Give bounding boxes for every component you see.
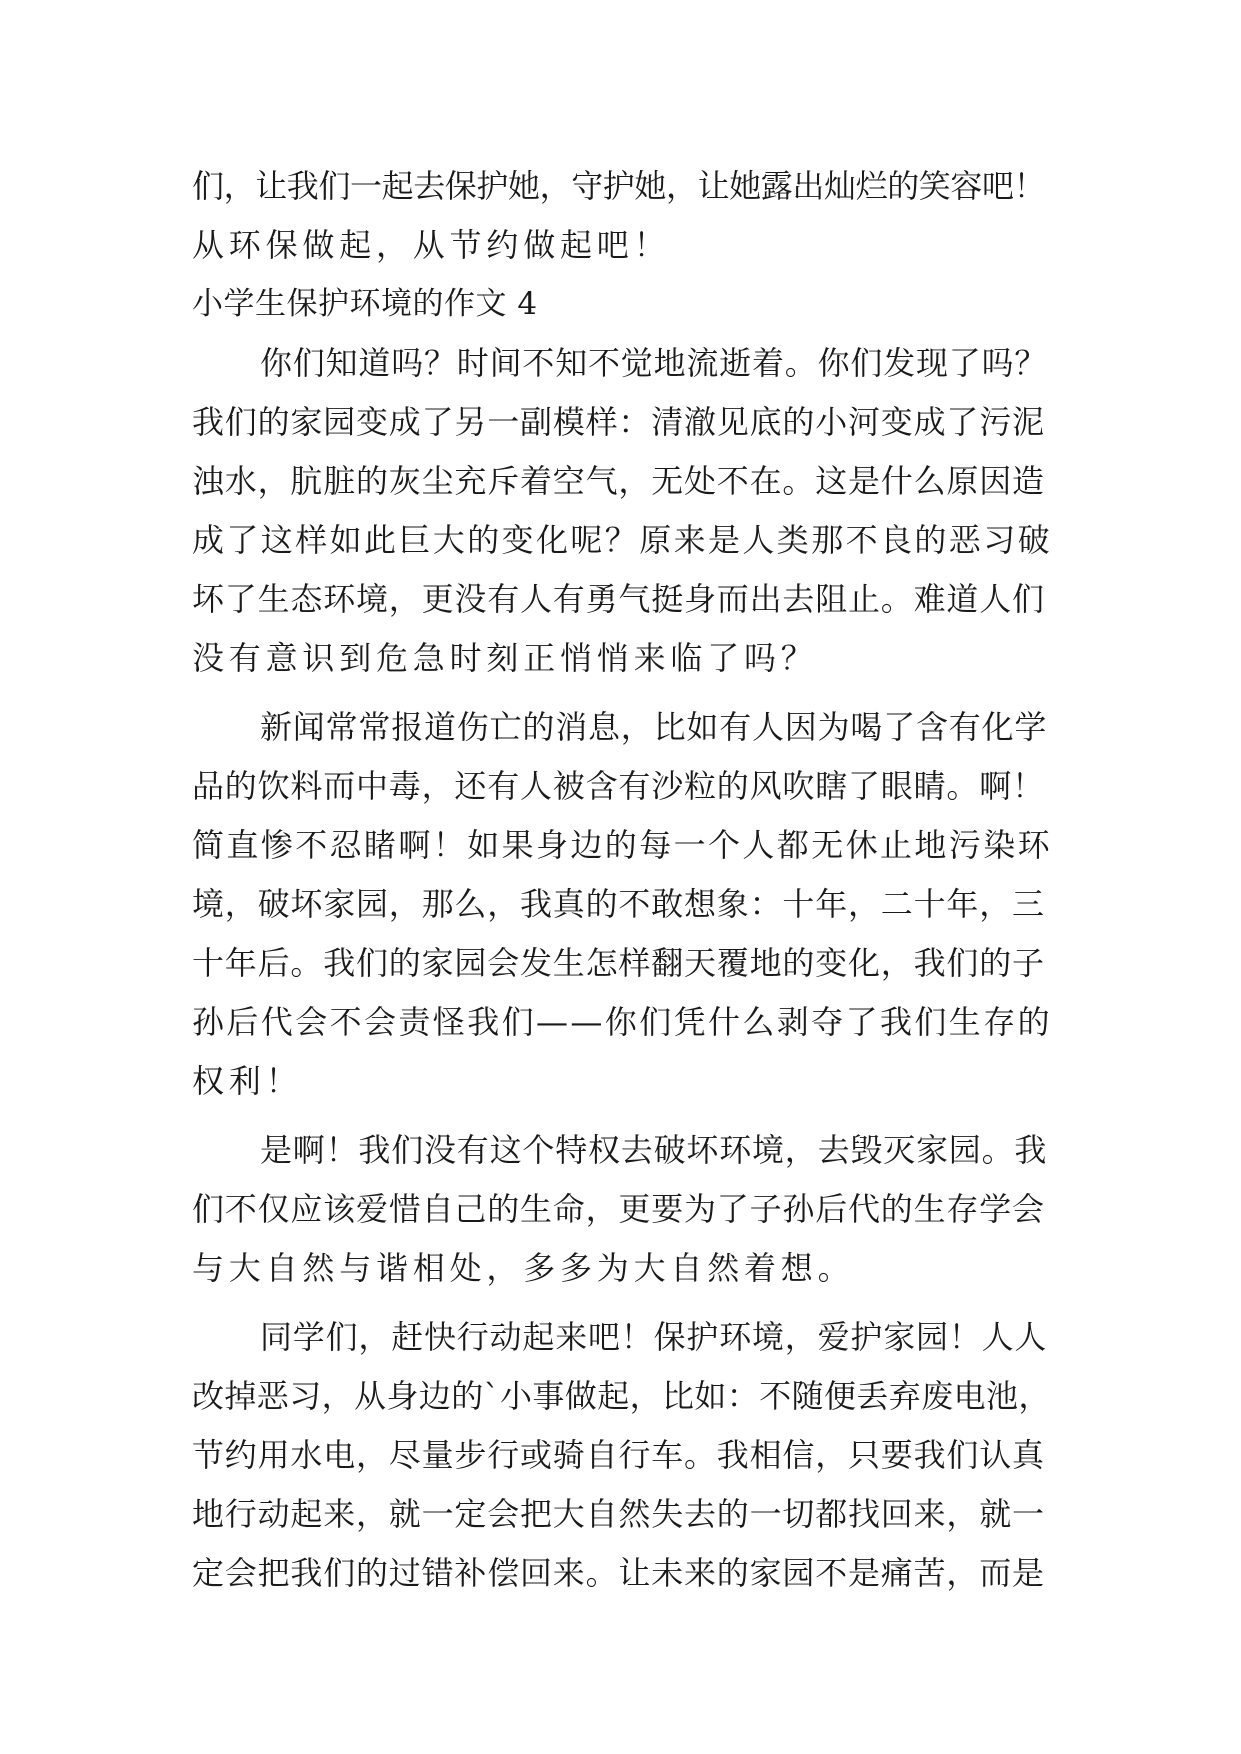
document-body: [192, 157, 1054, 1603]
text-line: 坏了生态环境，更没有人有勇气挺身而出去阻止。难道人们: [192, 580, 1045, 618]
paragraph-first-line: 你们知道吗？时间不知不觉地流逝着。你们发现了吗？: [260, 344, 1048, 382]
text-line: 与大自然与谐相处，多多为大自然着想。: [192, 1249, 855, 1287]
paragraph-first-line: 同学们，赶快行动起来吧！保护环境，爱护家园！人人: [260, 1318, 1048, 1356]
text-line: 境，破坏家园，那么，我真的不敢想象：十年，二十年，三: [192, 885, 1045, 923]
text-line: 从环保做起，从节约做起吧！: [192, 226, 671, 264]
paragraph-first-line: 新闻常常报道伤亡的消息，比如有人因为喝了含有化学: [260, 708, 1048, 746]
text-line: 们不仅应该爱惜自己的生命，更要为了子孙后代的生存学会: [192, 1190, 1045, 1228]
text-line: 孙后代会不会责怪我们——你们凭什么剥夺了我们生存的: [192, 1003, 1053, 1041]
text-line: 地行动起来，就一定会把大自然失去的一切都找回来，就一: [192, 1495, 1045, 1533]
text-line: 没有意识到危急时刻正悄悄来临了吗？: [192, 639, 818, 677]
text-line: 权利！: [192, 1062, 303, 1100]
text-line: 品的饮料而中毒，还有人被含有沙粒的风吹瞎了眼睛。啊！: [192, 767, 1045, 805]
paragraph-first-line: 是啊！我们没有这个特权去破坏环境，去毁灭家园。我: [260, 1131, 1048, 1169]
text-line: 改掉恶习，从身边的`小事做起，比如：不随便丢弃废电池，: [192, 1377, 1051, 1415]
essay-title: 小学生保护环境的作文 4: [192, 286, 538, 322]
text-line: 简直惨不忍睹啊！如果身边的每一个人都无休止地污染环: [192, 826, 1053, 864]
text-line: 节约用水电，尽量步行或骑自行车。我相信，只要我们认真: [192, 1436, 1045, 1474]
text-line: 成了这样如此巨大的变化呢？原来是人类那不良的恶习破: [192, 521, 1053, 559]
text-line: 十年后。我们的家园会发生怎样翻天覆地的变化，我们的子: [192, 944, 1045, 982]
text-line: 们，让我们一起去保护她，守护她，让她露出灿烂的笑容吧！: [192, 167, 1046, 205]
text-line: 我们的家园变成了另一副模样：清澈见底的小河变成了污泥: [192, 403, 1045, 441]
text-line: 浊水，肮脏的灰尘充斥着空气，无处不在。这是什么原因造: [192, 462, 1045, 500]
text-line: 定会把我们的过错补偿回来。让未来的家园不是痛苦，而是: [192, 1554, 1045, 1592]
